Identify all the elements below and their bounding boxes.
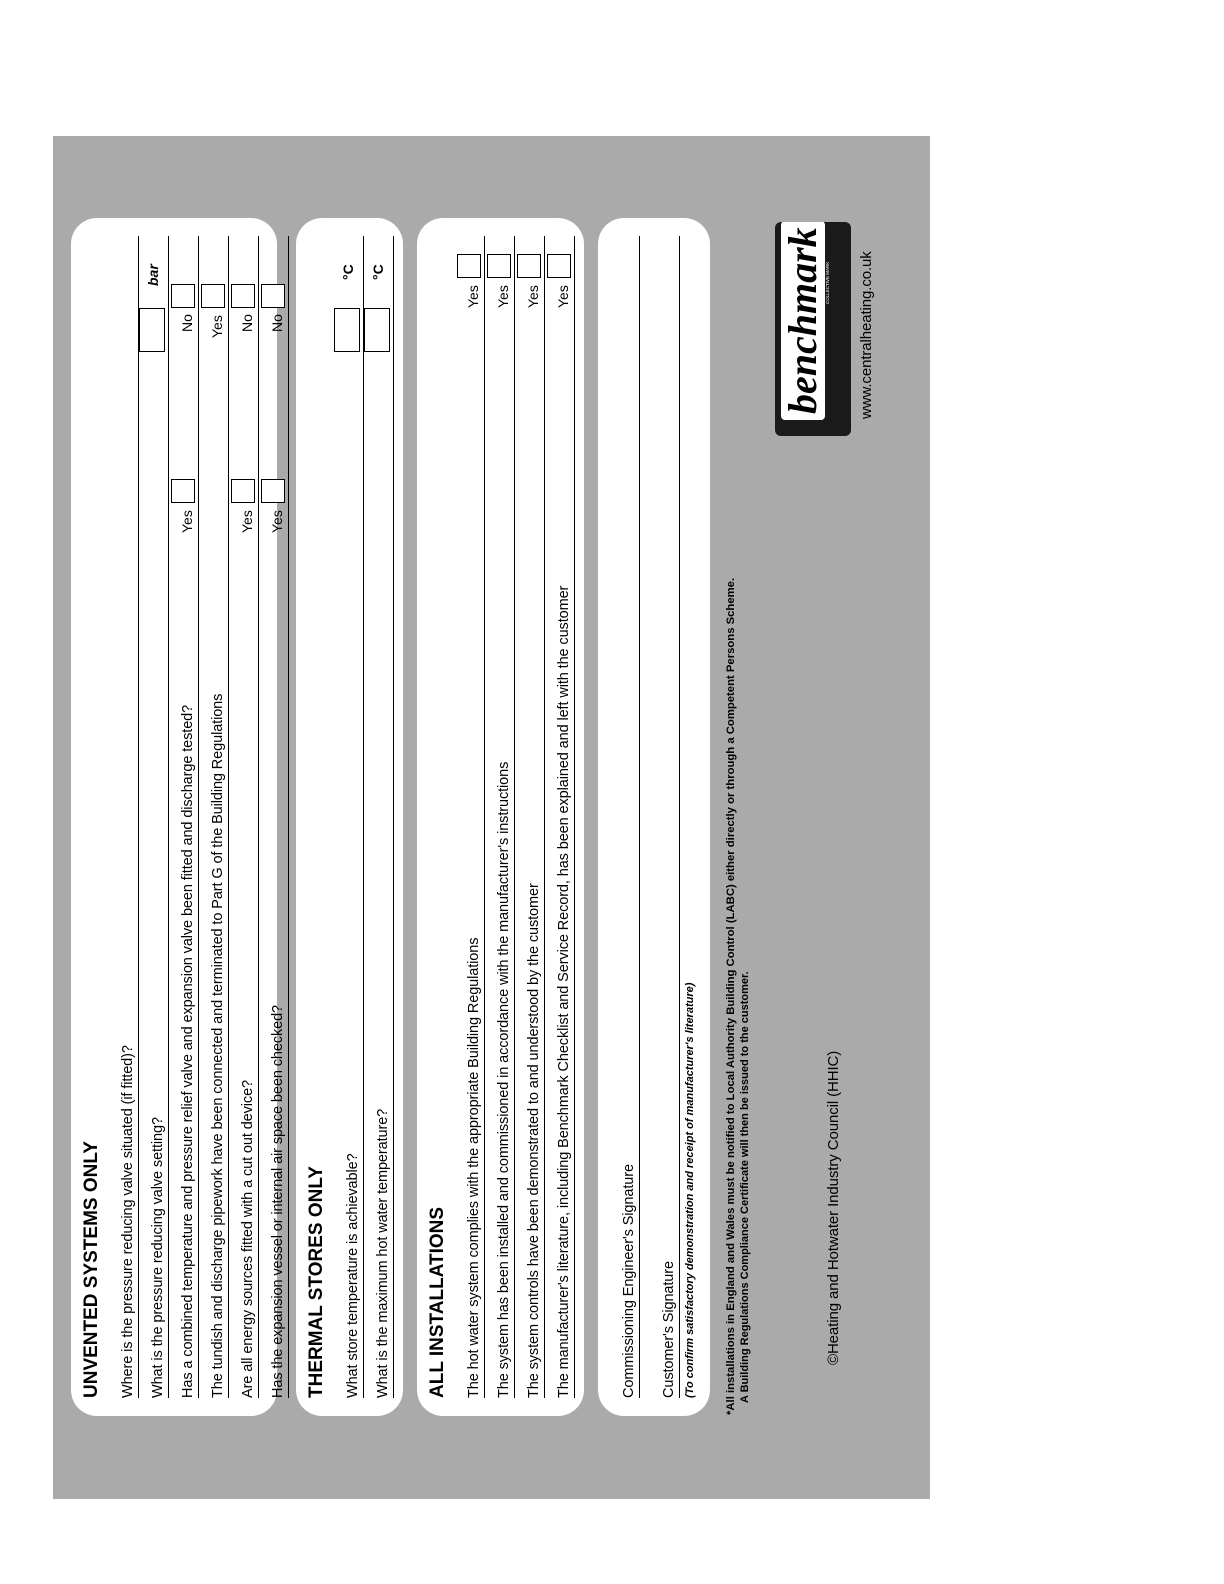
website-text: www.centralheating.co.uk	[858, 251, 875, 419]
benchmark-logo	[775, 222, 851, 436]
rotated-content	[53, 136, 930, 1499]
all-row-3	[515, 236, 545, 1398]
question-literature-left: The manufacturer's literature, including Benchmark Checklist and Service Record, has been explained and left with the customer	[556, 585, 572, 1398]
prv-setting-box[interactable]	[139, 308, 165, 352]
yes-label: Yes	[209, 315, 225, 338]
engineer-signature-label: Commissioning Engineer's Signature	[621, 1164, 637, 1398]
customer-signature-note: (To confirm satisfactory demonstration and receipt of manufacturer's literature)	[684, 982, 696, 1398]
yes-label: Yes	[465, 285, 481, 308]
all-installations-panel	[417, 218, 584, 1416]
customer-signature-row	[646, 236, 680, 1398]
unvented-row-2	[139, 236, 169, 1398]
yes-label: Yes	[179, 510, 195, 533]
question-building-regulations: The hot water system complies with the appropriate Building Regulations	[466, 937, 482, 1398]
signatures-panel	[598, 218, 710, 1416]
copyright-text: ©Heating and Hotwater Industry Council (HHIC)	[825, 1050, 842, 1365]
max-temperature-box[interactable]	[364, 308, 390, 352]
question-expansion-vessel: Has the expansion vessel or internal air space been checked?	[270, 1005, 286, 1398]
benchmark-wordmark: benchmark	[781, 222, 825, 420]
rule	[288, 236, 289, 1398]
yes-checkbox[interactable]	[171, 479, 195, 503]
unvented-row-5	[229, 236, 259, 1398]
unvented-row-6	[259, 236, 289, 1398]
unvented-panel	[71, 218, 286, 1416]
unvented-row-4	[199, 236, 229, 1398]
footnote-line-1: *All installations in England and Wales must be notified to Local Authority Building Control (LABC) either directly or through a Competent Persons Scheme.	[725, 577, 737, 1415]
celsius-unit: °C	[370, 264, 386, 280]
no-label: No	[239, 314, 255, 332]
customer-signature-line[interactable]	[679, 236, 680, 1398]
question-tundish: The tundish and discharge pipework have been connected and terminated to Part G of the Building Regulations	[210, 693, 226, 1398]
question-controls-demonstrated: The system controls have been demonstrated to and understood by the customer	[526, 883, 542, 1398]
yes-checkbox[interactable]	[201, 284, 225, 308]
engineer-signature-row	[606, 236, 640, 1398]
thermal-row-1	[334, 236, 364, 1398]
question-installed-commissioned: The system has been installed and commissioned in accordance with the manufacturer's instructions	[496, 761, 512, 1398]
no-checkbox[interactable]	[171, 284, 195, 308]
yes-label: Yes	[269, 510, 285, 533]
thermal-panel	[296, 218, 403, 1416]
question-store-temperature: What store temperature is achievable?	[345, 1153, 361, 1398]
yes-checkbox[interactable]	[457, 254, 481, 278]
question-prv-location: Where is the pressure reducing valve situated (if fitted)?	[120, 1045, 136, 1398]
question-max-hot-water-temperature: What is the maximum hot water temperature?	[375, 1108, 391, 1398]
unvented-heading: UNVENTED SYSTEMS ONLY	[81, 1141, 102, 1398]
thermal-row-2	[364, 236, 394, 1398]
no-label: No	[269, 314, 285, 332]
checklist-sheet	[53, 136, 930, 1499]
bar-unit: bar	[145, 264, 161, 286]
footnote-line-2: A Building Regulations Compliance Certificate will then be issued to the customer.	[739, 971, 751, 1403]
all-installations-heading: ALL INSTALLATIONS	[427, 1206, 448, 1398]
unvented-row-3	[169, 236, 199, 1398]
yes-checkbox[interactable]	[261, 479, 285, 503]
yes-label: Yes	[555, 285, 571, 308]
yes-checkbox[interactable]	[517, 254, 541, 278]
all-row-2	[485, 236, 515, 1398]
yes-label: Yes	[239, 510, 255, 533]
engineer-signature-line[interactable]	[639, 236, 640, 1398]
all-row-4	[545, 236, 575, 1398]
no-label: No	[179, 314, 195, 332]
yes-checkbox[interactable]	[231, 479, 255, 503]
thermal-heading: THERMAL STORES ONLY	[306, 1166, 327, 1398]
question-relief-valve: Has a combined temperature and pressure relief valve and expansion valve been fitted and discharge tested?	[180, 704, 196, 1398]
yes-checkbox[interactable]	[547, 254, 571, 278]
customer-signature-label: Customer's Signature	[661, 1261, 677, 1398]
no-checkbox[interactable]	[231, 284, 255, 308]
question-cut-out: Are all energy sources fitted with a cut out device?	[240, 1080, 256, 1398]
rule	[574, 236, 575, 1398]
yes-label: Yes	[495, 285, 511, 308]
unvented-row-1	[109, 236, 139, 1398]
store-temperature-box[interactable]	[334, 308, 360, 352]
no-checkbox[interactable]	[261, 284, 285, 308]
rule	[393, 236, 394, 1398]
question-prv-setting: What is the pressure reducing valve setting?	[150, 1117, 166, 1398]
collective-mark-text: COLLECTIVE MARK	[825, 261, 830, 304]
celsius-unit: °C	[340, 264, 356, 280]
all-row-1	[455, 236, 485, 1398]
yes-checkbox[interactable]	[487, 254, 511, 278]
yes-label: Yes	[525, 285, 541, 308]
